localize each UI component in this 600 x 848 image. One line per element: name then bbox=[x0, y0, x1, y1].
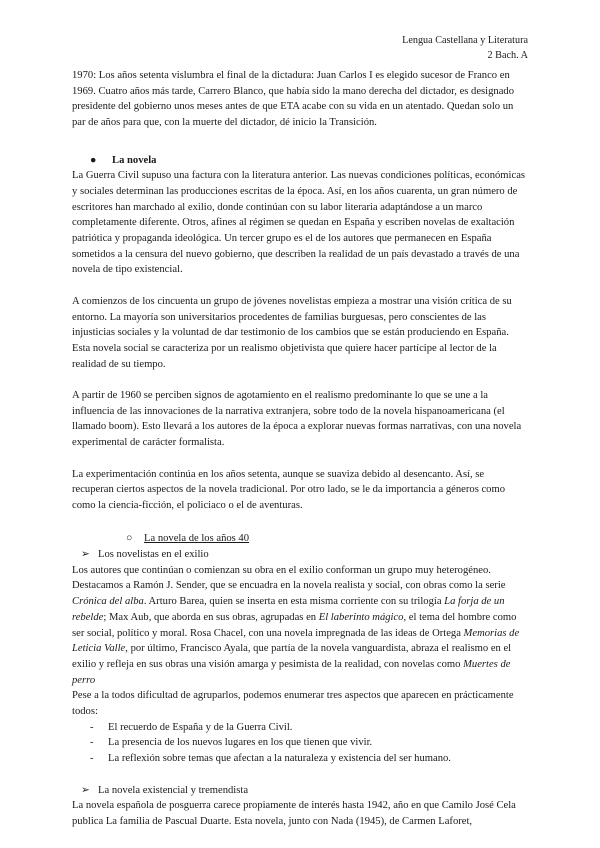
section-title: La novela bbox=[112, 154, 157, 166]
subheading-existential bbox=[72, 783, 528, 799]
aspects-list bbox=[72, 720, 528, 767]
paragraph: A partir de 1960 se perciben signos de agotamiento en el realismo predominante lo que se une a la influencia de las innovaciones de la narrativa extranjera, sobre todo de la novela hispanoamericana (el llamado boom). Esto llevará a los autores de la época a explorar nuevas formas narrativas, con una novela experimental de carácter formalista. bbox=[72, 390, 522, 449]
book-title: Crónica del alba bbox=[72, 596, 144, 608]
arrow-bullet-icon: ➢ bbox=[81, 549, 90, 561]
subheading-label: Los novelistas en el exilio bbox=[98, 549, 209, 561]
subsection-title: La novela de los años 40 bbox=[144, 533, 250, 545]
paragraph: Los autores que continúan o comienzan su obra en el exilio conforman un grupo muy heterogéneo. bbox=[72, 564, 491, 576]
paragraph: A comienzos de los cincuenta un grupo de jóvenes novelistas empieza a mostrar una visión crítica de su entorno. La mayoría son universitarios procedentes de familias burguesas, pero conscientes de las injusticias sociales y la voluntad de dar testimonio de los cambios que se están produciendo en España. Esta novela social se caracteriza por un realismo objetivista que quiere hacer partícipe al lector de la realidad de su tiempo. bbox=[72, 295, 512, 370]
section-heading-novela bbox=[72, 153, 528, 169]
list-item: - La reflexión sobre temas que afectan a la naturaleza y existencia del ser humano. bbox=[90, 753, 451, 765]
intro-paragraph: 1970: Los años setenta vislumbra el final de la dictadura: Juan Carlos I es elegido sucesor de Franco en 1969. Cuatro años más tarde, Carrero Blanco, que había sido la mano derecha del dictador, es designado presidente del gobierno unos meses antes de que ETA acabe con su vida en un atentado. Quedan solo un par de años para que, con la muerte del dictador, dé inicio la Transición. bbox=[72, 70, 515, 129]
page-header bbox=[72, 34, 528, 63]
subheading-exile bbox=[72, 547, 528, 563]
book-title: Muertes de perro bbox=[72, 658, 511, 686]
list-item: - El recuerdo de España y de la Guerra Civil. bbox=[90, 721, 293, 733]
paragraph: La Guerra Civil supuso una factura con la literatura anterior. Las nuevas condiciones políticas, económicas y sociales determinan las producciones escritas de la época. Así, en los años cuarenta, un gran número de escritores han marchado al exilio, donde continúan con su labor literaria adaptándose a un marco completamente diferente. Otros, afines al régimen se quedan en España y escriben novelas de exaltación patriótica y propaganda ideológica. Un tercer grupo es el de los autores que permanecen en España sometidos a la censura del nuevo gobierno, que describen la realidad de un país devastado a través de una novela de tipo existencial. bbox=[72, 170, 526, 276]
arrow-bullet-icon: ➢ bbox=[81, 784, 90, 796]
header-class: 2 Bach. A bbox=[487, 49, 528, 61]
book-title: La forja de un rebelde bbox=[72, 596, 505, 623]
book-title: Memorias de Leticia Valle bbox=[72, 627, 520, 655]
paragraph: La novela española de posguerra carece propiamente de interés hasta 1942, año en que Camilo José Cela publica La familia de Pascual Duarte. Esta novela, junto con Nada (1945), de Carmen Laforet, bbox=[72, 800, 516, 827]
document-page bbox=[72, 34, 528, 830]
list-item: - La presencia de los nuevos lugares en los que tienen que vivir. bbox=[90, 737, 373, 749]
header-course: Lengua Castellana y Literatura bbox=[402, 35, 528, 46]
subsection-heading-40s bbox=[72, 531, 528, 547]
circle-bullet-icon: ○ bbox=[126, 533, 133, 545]
subheading-label: La novela existencial y tremendista bbox=[98, 784, 249, 796]
bullet-icon: ● bbox=[90, 154, 97, 166]
book-title: El laberinto mágico bbox=[318, 611, 404, 623]
paragraph: Pese a la todos dificultad de agruparlos, podemos enumerar tres aspectos que aparecen en prácticamente todos: bbox=[72, 690, 514, 718]
paragraph-authors: Destacamos a Ramón J. Sender, que se encuadra en la novela realista y social, con obras como la serie Crónica del alba. Arturo Barea, quien se inserta en esta misma corriente con su trilogía La forja de un rebelde; Max Aub, que aborda en sus obras, agrupadas en El laberinto mágico, el tema del hombre como ser social, político y moral. Rosa Chacel, con una novela impregnada de las ideas de Ortega Memorias de Leticia Valle, por último, Francisco Ayala, que partía de la novela vanguardista, abraza el realismo en el exilio y refleja en sus obras una visión amarga y pesimista de la realidad, con novelas como Muertes de perro bbox=[72, 580, 520, 686]
paragraph: La experimentación continúa en los años setenta, aunque se suaviza debido al desencanto. Así, se recuperan ciertos aspectos de la novela tradicional. Por otro lado, se le da importancia a géneros como como la ciencia-ficción, el policiaco o el de aventuras. bbox=[72, 468, 505, 511]
